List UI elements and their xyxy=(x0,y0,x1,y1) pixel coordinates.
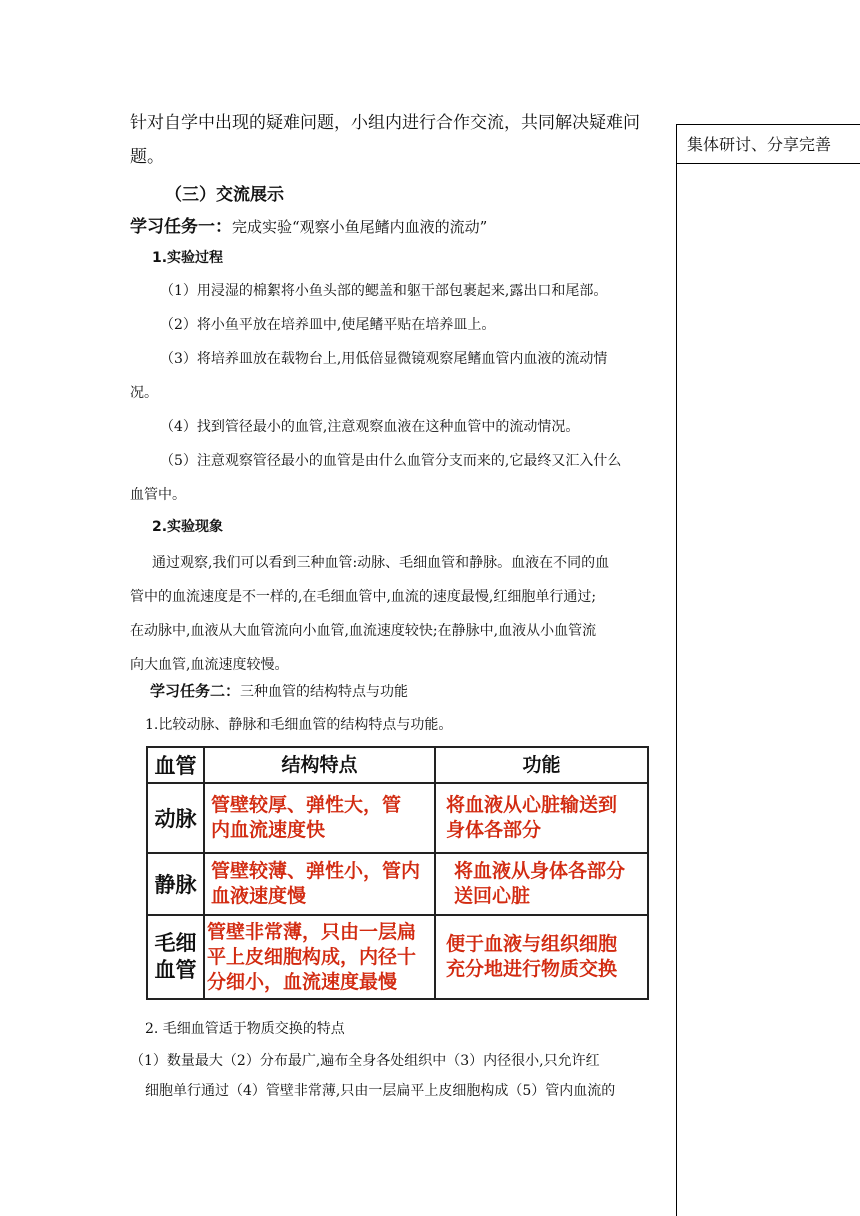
step-4: （4）找到管径最小的血管,注意观察血液在这种血管中的流动情况。 xyxy=(160,419,580,435)
vessel-table xyxy=(146,746,649,1000)
task1-label: 学习任务一： xyxy=(130,217,232,237)
task2-heading xyxy=(150,680,408,701)
task1-heading xyxy=(130,212,487,237)
step-2: （2）将小鱼平放在培养皿中,使尾鳍平贴在培养皿上。 xyxy=(160,317,496,333)
step-3-cont: 况。 xyxy=(130,385,158,401)
phenomenon-line-4: 向大血管,血流速度较慢。 xyxy=(130,657,289,673)
row-structure: 管壁较薄、弹性小，管内 血液速度慢 xyxy=(205,854,436,914)
row-vessel: 动脉 xyxy=(148,784,205,852)
phenomenon-title: 2.实验现象 xyxy=(152,519,224,535)
header-function: 功能 xyxy=(522,753,561,776)
section-title: （三）交流展示 xyxy=(165,185,284,205)
task2-item-1: 1.比较动脉、静脉和毛细血管的结构特点与功能。 xyxy=(145,717,453,733)
process-title: 1.实验过程 xyxy=(152,250,224,266)
step-1: （1）用浸湿的棉絮将小鱼头部的鳃盖和躯干部包裹起来,露出口和尾部。 xyxy=(160,283,608,299)
table-row xyxy=(148,784,647,854)
side-label: 集体研讨、分享完善 xyxy=(677,125,860,164)
task1-desc: 完成实验“观察小鱼尾鳍内血液的流动” xyxy=(232,218,488,236)
phenomenon-line-2: 管中的血流速度是不一样的,在毛细血管中,血流的速度最慢,红细胞单行通过; xyxy=(130,589,597,605)
intro-line-1: 针对自学中出现的疑难问题，小组内进行合作交流，共同解决疑难问 xyxy=(130,113,640,133)
row-structure: 管壁较厚、弹性大，管 内血流速度快 xyxy=(205,784,436,852)
row-function: 将血液从心脏输送到 身体各部分 xyxy=(446,794,618,841)
phenomenon-line-3: 在动脉中,血液从大血管流向小血管,血流速度较快;在静脉中,血液从小血管流 xyxy=(130,623,597,639)
side-column xyxy=(676,124,860,1216)
task2-item-2-line-1: （1）数量最大（2）分布最广,遍布全身各处组织中（3）内径很小,只允许红 xyxy=(130,1053,600,1069)
table-row xyxy=(148,916,647,998)
row-structure: 管壁非常薄，只由一层扁 平上皮细胞构成，内径十 分细小，血流速度最慢 xyxy=(205,916,436,998)
task2-desc: 三种血管的结构特点与功能 xyxy=(240,684,409,700)
row-function: 便于血液与组织细胞 充分地进行物质交换 xyxy=(446,933,618,980)
table-header-row xyxy=(148,748,647,784)
step-5-cont: 血管中。 xyxy=(130,487,186,503)
task2-label: 学习任务二： xyxy=(150,682,241,700)
task2-item-2-line-2: 细胞单行通过（4）管壁非常薄,只由一层扁平上皮细胞构成（5）管内血流的 xyxy=(145,1083,616,1099)
phenomenon-line-1: 通过观察,我们可以看到三种血管:动脉、毛细血管和静脉。血液在不同的血 xyxy=(152,555,610,571)
header-vessel: 血管 xyxy=(148,748,205,782)
task2-item-2: 2. 毛细血管适于物质交换的特点 xyxy=(145,1021,345,1037)
row-vessel: 静脉 xyxy=(148,854,205,914)
header-structure: 结构特点 xyxy=(205,748,436,782)
intro-line-2: 题。 xyxy=(130,147,164,167)
row-vessel: 毛细 血管 xyxy=(148,916,205,998)
step-3: （3）将培养皿放在载物台上,用低倍显微镜观察尾鳍血管内血液的流动情 xyxy=(160,351,608,367)
table-row xyxy=(148,854,647,916)
row-function: 将血液从身体各部分 送回心脏 xyxy=(454,860,626,907)
step-5: （5）注意观察管径最小的血管是由什么血管分支而来的,它最终又汇入什么 xyxy=(160,453,622,469)
